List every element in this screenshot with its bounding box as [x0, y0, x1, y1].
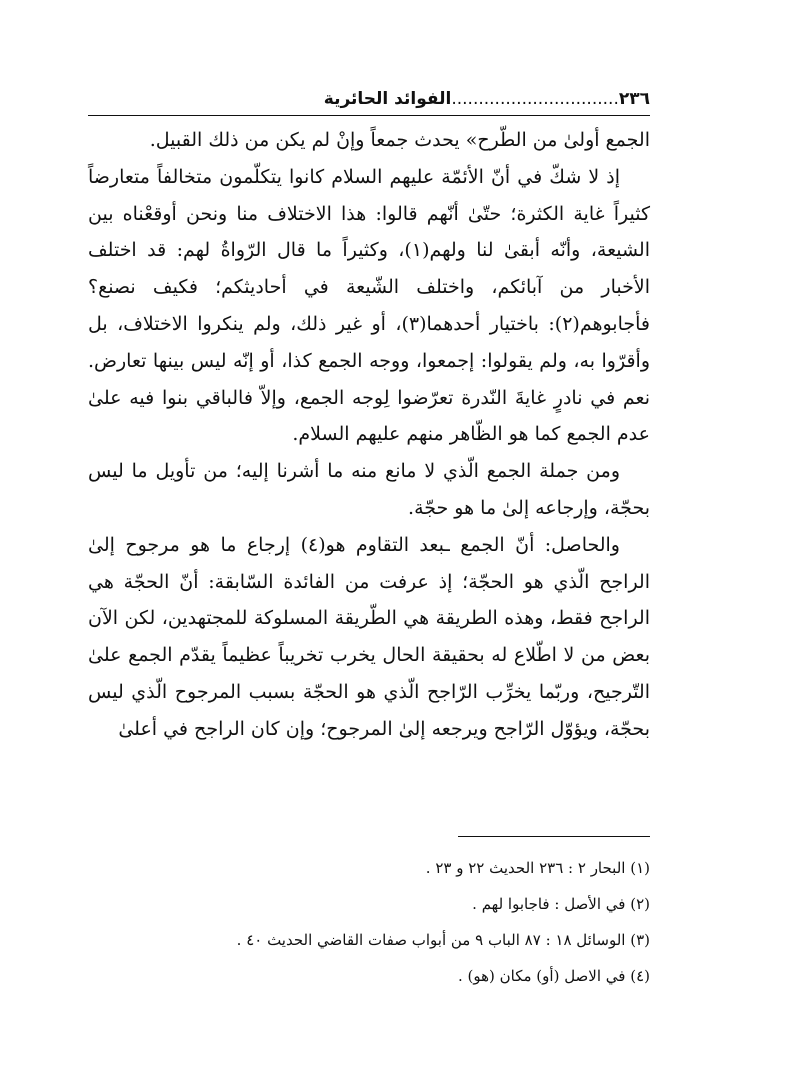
paragraph: ومن جملة الجمع الّذي لا مانع منه ما أشرنا إليه؛ من تأويل ما ليس بحجّة، وإرجاعه إلىٰ ما هو حجّة.: [88, 460, 650, 519]
footnote-rule: [458, 836, 650, 837]
footnotes: [88, 850, 650, 994]
paragraph: الجمع أولىٰ من الطّرح» يحدث جمعاً وإنْ لم يكن من ذلك القبيل.: [149, 129, 650, 151]
running-title: الفوائد الحائرية: [323, 89, 452, 109]
footnote: (١) البحار ٢ : ٢٣٦ الحديث ٢٢ و ٢٣ .: [425, 859, 650, 877]
header-leader-dots: ...............................: [451, 89, 619, 109]
page-number: ٢٣٦: [618, 89, 650, 109]
footnote: (٢) في الأصل : فاجابوا لهم .: [472, 895, 650, 913]
paragraph: إذ لا شكّ في أنّ الأئمّة عليهم السلام كانوا يتكلّمون متخالفاً متعارضاً كثيراً غاية الكثرة؛ حتّىٰ أنّهم قالوا: هذا الاختلاف منا ونحن أوقعْناه بين الشيعة، وأنّه أبقىٰ لنا ولهم(١)، وكثيراً ما قال الرّواةُ لهم: قد اختلف الأخبار من آبائكم، واختلف الشّيعة في أحاديثكم؛ فكيف نصنع؟ فأجابوهم(٢): باختيار أحدهما(٣)، أو غير ذلك، ولم ينكروا الاختلاف، بل وأقرّوا به، ولم يقولوا: إجمعوا، ووجه الجمع كذا، أو إنّه ليس بينها تعارض. نعم في نادرٍ غايةَ النّدرة تعرّضوا لِوجه الجمع، وإلاّ فالباقي بنوا فيه علىٰ عدم الجمع كما هو الظّاهر منهم عليهم السلام.: [88, 165, 650, 446]
paragraph: والحاصل: أنّ الجمع ـبعد التقاوم هو(٤) إرجاع ما هو مرجوح إلىٰ الراجح الّذي هو الحجّة؛ إذ عرفت من الفائدة السّابقة: أنّ الحجّة هي الراجح فقط، وهذه الطريقة هي الطّريقة المسلوكة للمجتهدين، لكن الآن بعض من لا اطّلاع له بحقيقة الحال يخرب تخريباً عظيماً يقدّم الجمع علىٰ التّرجيح، وربّما يخرِّب الرّاجح الّذي هو الحجّة بسبب المرجوح الّذي ليس بحجّة، ويؤوّل الرّاجح ويرجعه إلىٰ المرجوح؛ وإن كان الراجح في أعلىٰ: [88, 533, 650, 740]
footnote: (٤) في الاصل (أو) مكان (هو) .: [457, 967, 650, 985]
footnote: (٣) الوسائل ١٨ : ٨٧ الباب ٩ من أبواب صفات القاضي الحديث ٤٠ .: [236, 931, 650, 949]
header-rule: [88, 115, 650, 116]
main-text: [88, 122, 650, 748]
running-header: [88, 84, 650, 114]
